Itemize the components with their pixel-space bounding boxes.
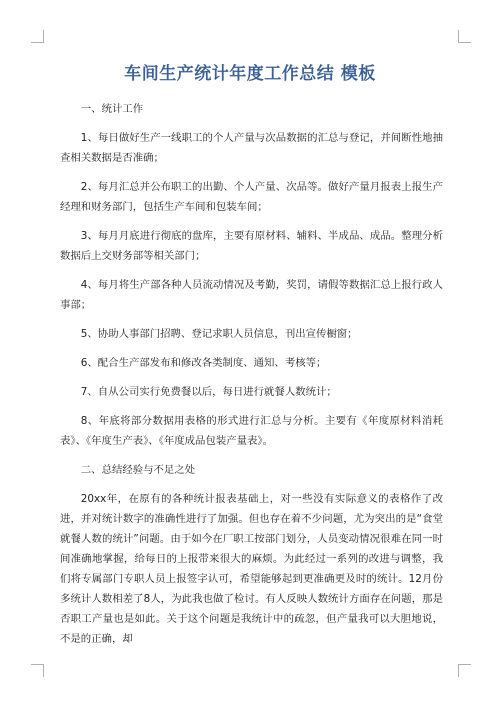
- document-body: [60, 99, 443, 658]
- list-item: 5、协助人事部门招聘、登记求职人员信息，刊出宣传橱窗；: [80, 328, 358, 340]
- crop-mark-bottom-left: [31, 664, 44, 677]
- list-item: 4、每月将生产部各种人员流动情况及考勤，奖罚，请假等数据汇总上报行政人事部；: [60, 279, 443, 311]
- list-item: 6、配合生产部发布和修改各类制度、通知、考核等；: [80, 357, 327, 369]
- list-item: 1、每日做好生产一线职工的个人产量与次品数据的汇总与登记，并间断性地抽查相关数据是否准确；: [60, 132, 443, 164]
- list-item: 3、每月月底进行彻底的盘库，主要有原材料、辅料、半成品、成品。整理分析数据后上交财务部等相关部门；: [60, 230, 443, 262]
- document-title: 车间生产统计年度工作总结 模板: [124, 64, 376, 84]
- summary-paragraph: 20xx年，在原有的各种统计报表基础上，对一些没有实际意义的表格作了改进，并对统计数字的准确性进行了加强。但也存在着不少问题，尤为突出的是“食堂就餐人数的统计”问题。由于如今在厂职工按部门划分，人员变动情况很难在同一时间准确地掌握，给每日的上报带来很大的麻烦。为此经过一系列的改进与调整，我们将专属部门专职人员上报签字认可，希望能够起到更准确更及时的统计。12月份多统计人数相差了8人，为此我也做了检讨。有人反映人数统计方面存在问题，那是否职工产量也是如此。关于这个问题是我统计中的疏忽，但产量我可以大胆地说，不是的正确，却: [60, 493, 443, 645]
- list-item: 8、年底将部分数据用表格的形式进行汇总与分析。主要有《年度原材料消耗表》、《年度生产表》、《年度成品包装产量表》。: [60, 415, 443, 447]
- section-heading-summary: 二、总结经验与不足之处: [80, 464, 196, 476]
- list-item: 7、自从公司实行免费餐以后，每日进行就餐人数统计；: [80, 386, 337, 398]
- crop-mark-bottom-right: [458, 664, 471, 677]
- crop-mark-top-left: [31, 30, 44, 43]
- list-item: 2、每月汇总并公布职工的出勤、个人产量、次品等。做好产量月报表上报生产经理和财务部门，包括生产车间和包装车间；: [60, 181, 443, 213]
- crop-mark-top-right: [458, 30, 471, 43]
- section-heading-statistics: 一、统计工作: [80, 103, 144, 115]
